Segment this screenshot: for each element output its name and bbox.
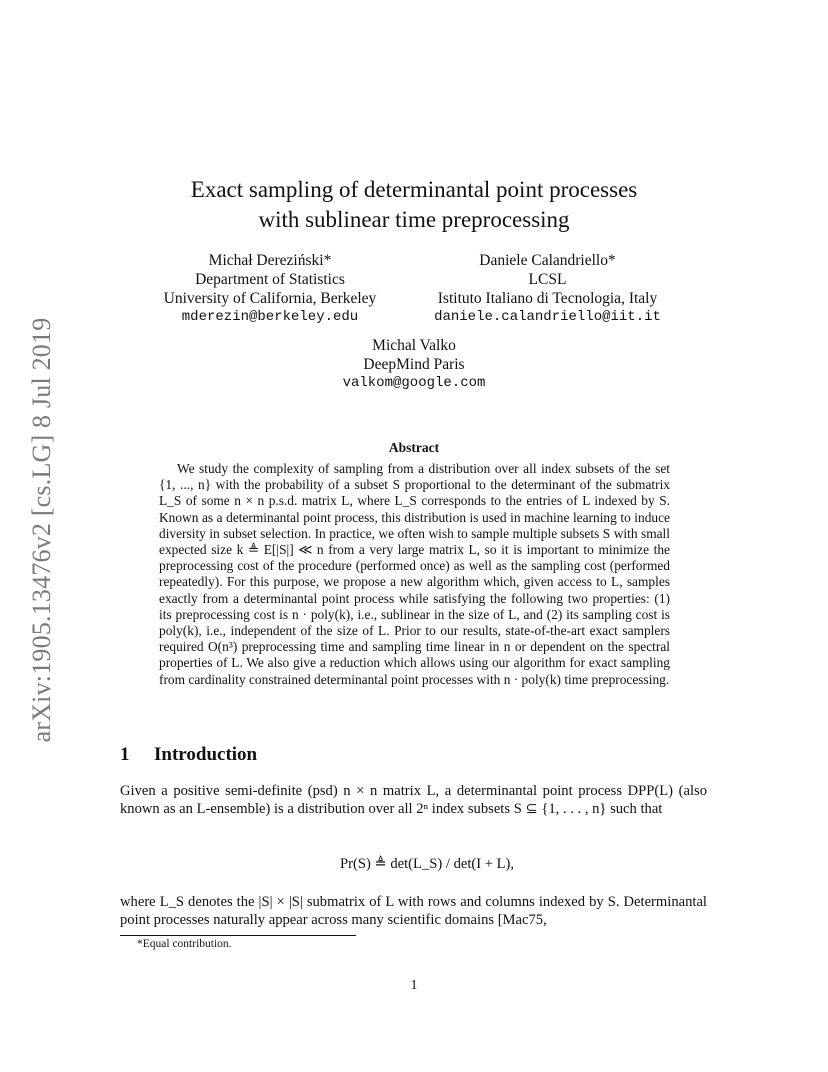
section-title: Introduction bbox=[154, 744, 258, 765]
author-block-3 bbox=[300, 336, 528, 393]
abstract-heading: Abstract bbox=[388, 440, 440, 455]
author-affiliation: Department of Statistics bbox=[195, 271, 345, 288]
author-name: Michał Dereziński* bbox=[208, 252, 332, 269]
author-institution: University of California, Berkeley bbox=[163, 290, 377, 307]
author-email[interactable]: mderezin@berkeley.edu bbox=[181, 309, 359, 325]
author-email[interactable]: valkom@google.com bbox=[342, 375, 486, 391]
section-number: 1 bbox=[120, 744, 130, 765]
arxiv-identifier bbox=[22, 300, 62, 760]
footnote-divider bbox=[120, 935, 356, 936]
probability-equation bbox=[340, 843, 514, 885]
author-block-1 bbox=[135, 251, 405, 327]
paper-title-line-1: Exact sampling of determinantal point processes bbox=[190, 177, 638, 202]
paper-title-line-2: with sublinear time preprocessing bbox=[258, 207, 570, 232]
abstract-text: We study the complexity of sampling from a distribution over all index subsets of the set {1, ..., n} with the probability of a subset S proportional to the determinant of the submatrix L_S of some n × n p.s.d. matrix L, where L_S corresponds to the entries of L indexed by S. Known as a determinantal point process, this distribution is used in machine learning to induce diversity in subset selection. In practice, we often wish to sample multiple subsets S with small expected size k ≜ E[|S|] ≪ n from a very large matrix L, so it is important to minimize the preprocessing cost of the procedure (performed once) as well as the sampling cost (performed repeatedly). For this purpose, we propose a new algorithm which, given access to L, samples exactly from a determinantal point process while satisfying the following two properties: (1) its preprocessing cost is n · poly(k), i.e., sublinear in the size of L, and (2) its sampling cost is poly(k), i.e., independent of the size of L. Prior to our results, state-of-the-art exact samplers required O(n³) preprocessing time and sampling time linear in n or dependent on the spectral properties of L. We also give a reduction which allows using our algorithm for exact sampling from cardinality constrained determinantal point processes with n · poly(k) time preprocessing. bbox=[159, 461, 670, 687]
equation-text: Pr(S) ≜ det(L_S) / det(I + L), bbox=[340, 856, 515, 872]
section-heading bbox=[120, 744, 257, 766]
author-block-2 bbox=[410, 251, 685, 327]
abstract-body bbox=[159, 461, 670, 688]
author-affiliation: DeepMind Paris bbox=[363, 356, 465, 373]
arxiv-identifier-text: arXiv:1905.13476v2 [cs.LG] 8 Jul 2019 bbox=[27, 317, 56, 743]
author-affiliation: LCSL bbox=[528, 271, 567, 288]
author-name: Daniele Calandriello* bbox=[479, 252, 616, 269]
intro-paragraph-1: Given a positive semi-definite (psd) n × n matrix L, a determinantal point process DPP(L) (also known as an L-ensemble) is a distribution over all 2ⁿ index subsets S ⊆ {1, . . . , n} such that bbox=[120, 783, 707, 818]
author-email[interactable]: daniele.calandriello@iit.it bbox=[434, 309, 661, 325]
page-number: 1 bbox=[410, 978, 418, 993]
author-institution: Istituto Italiano di Tecnologia, Italy bbox=[437, 290, 658, 307]
author-name: Michal Valko bbox=[372, 337, 456, 354]
footnote: *Equal contribution. bbox=[137, 938, 232, 950]
intro-paragraph-2: where L_S denotes the |S| × |S| submatrix of L with rows and columns indexed by S. Determinantal point processes naturally appear across many scientific domains [Mac75, bbox=[120, 894, 707, 929]
